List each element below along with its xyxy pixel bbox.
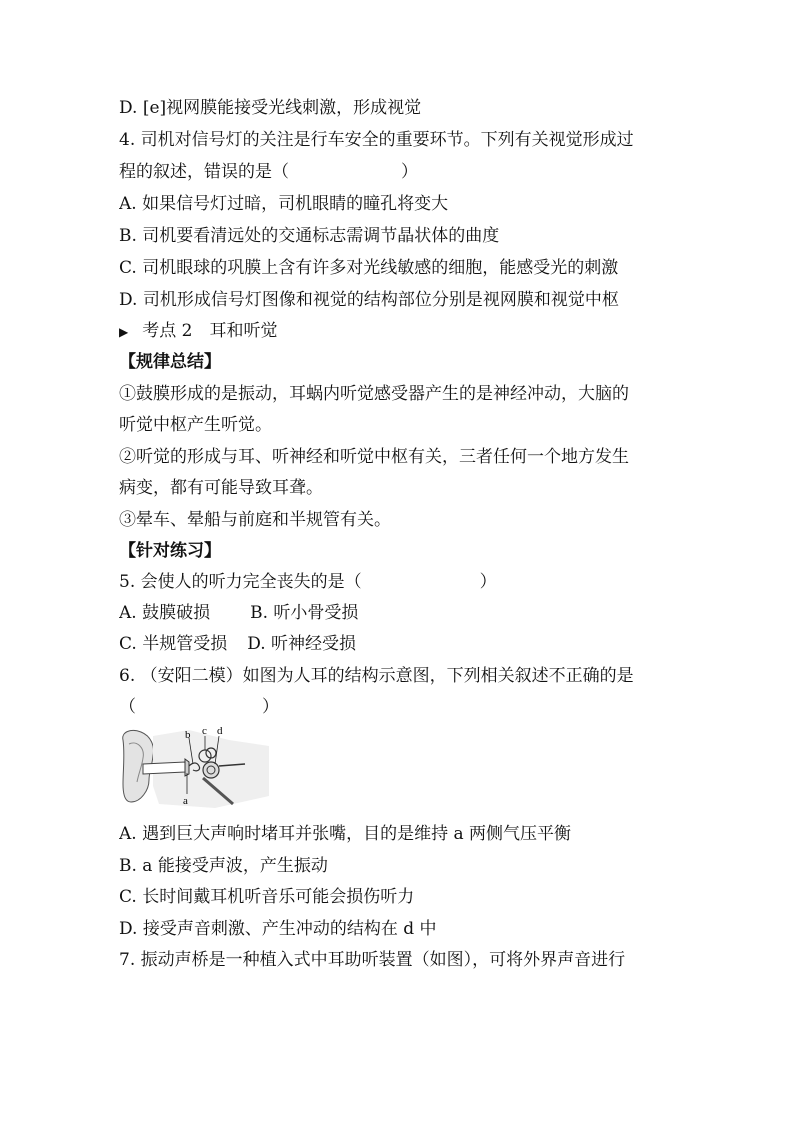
q5-option-c: C. 半规管受损	[119, 634, 228, 654]
q4-option-c: C. 司机眼球的巩膜上含有许多对光线敏感的细胞，能感受光的刺激	[119, 258, 619, 278]
section-title: 考点 2 耳和听觉	[142, 321, 278, 341]
figure-label-d: d	[217, 726, 223, 737]
q6-stem-open: （	[119, 697, 136, 717]
q7-stem-line1: 7. 振动声桥是一种植入式中耳助听装置（如图），可将外界声音进行	[119, 950, 626, 970]
triangle-marker-icon: ▶	[119, 325, 129, 339]
q4-stem-line1: 4. 司机对信号灯的关注是行车安全的重要环节。下列有关视觉形成过	[119, 130, 634, 150]
q4-stem-line2	[119, 156, 689, 188]
figure-label-a: a	[183, 795, 188, 807]
summary-point1-line1: ①鼓膜形成的是振动，耳蜗内听觉感受器产生的是神经冲动，大脑的	[119, 384, 629, 404]
q6-stem-line1: 6. （安阳二模）如图为人耳的结构示意图，下列相关叙述不正确的是	[119, 666, 634, 686]
q4-option-b: B. 司机要看清远处的交通标志需调节晶状体的曲度	[119, 226, 500, 246]
figure-label-c: c	[202, 726, 207, 737]
q4-option-d: D. 司机形成信号灯图像和视觉的结构部位分别是视网膜和视觉中枢	[119, 290, 619, 310]
q5-options-row2	[119, 628, 689, 660]
q6-option-b: B. a 能接受声波，产生振动	[119, 856, 328, 876]
q6-stem-close: ）	[262, 697, 279, 717]
q5-stem-text: 5. 会使人的听力完全丧失的是（	[119, 572, 362, 592]
q6-stem-line2	[119, 691, 689, 723]
q5-option-d: D. 听神经受损	[247, 634, 357, 654]
q5-options-row1	[119, 597, 689, 629]
ear-structure-figure	[119, 726, 271, 810]
summary-point2-line2: 病变，都有可能导致耳聋。	[119, 478, 323, 498]
q6-option-d: D. 接受声音刺激、产生冲动的结构在 d 中	[119, 919, 437, 939]
summary-point1-line2: 听觉中枢产生听觉。	[119, 415, 272, 435]
q3-option-d: D. [e]视网膜能接受光线刺激，形成视觉	[119, 98, 422, 118]
q5-stem-close: ）	[479, 572, 497, 592]
q6-option-a: A. 遇到巨大声响时堵耳并张嘴，目的是维持 a 两侧气压平衡	[119, 824, 572, 844]
summary-heading: 【规律总结】	[119, 352, 221, 372]
section-header	[119, 315, 689, 347]
summary-point2-line1: ②听觉的形成与耳、听神经和听觉中枢有关，三者任何一个地方发生	[119, 447, 629, 467]
practice-heading: 【针对练习】	[119, 541, 221, 561]
q4-stem-close: ）	[401, 162, 418, 182]
summary-point3: ③晕车、晕船与前庭和半规管有关。	[119, 510, 391, 530]
q5-stem	[119, 566, 689, 598]
figure-label-b: b	[185, 729, 191, 741]
q5-option-b: B. 听小骨受损	[250, 603, 359, 623]
q6-option-c: C. 长时间戴耳机听音乐可能会损伤听力	[119, 887, 415, 907]
q5-option-a: A. 鼓膜破损	[119, 603, 211, 623]
q4-option-a: A. 如果信号灯过暗，司机眼睛的瞳孔将变大	[119, 194, 449, 214]
q4-stem-text: 程的叙述，错误的是（	[119, 162, 289, 182]
